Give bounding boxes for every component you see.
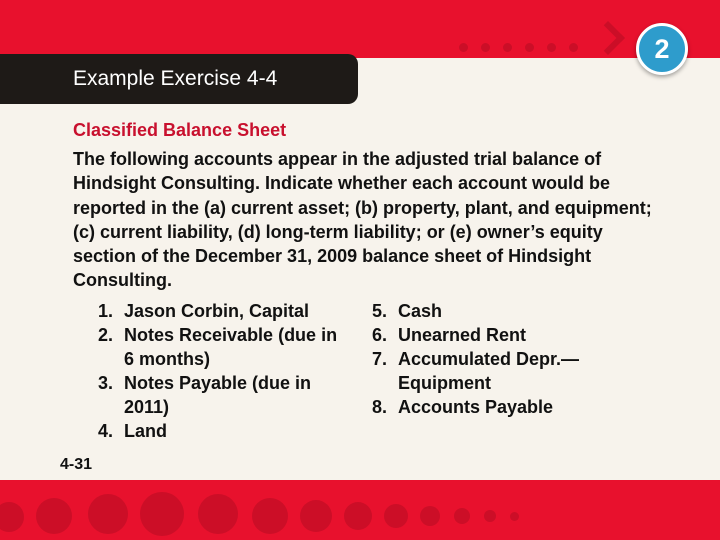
item-text: Notes Receivable (due in 6 months) xyxy=(124,325,338,369)
list-item xyxy=(372,395,612,419)
accounts-list-right xyxy=(372,299,612,419)
item-text: Accounts Payable xyxy=(398,397,554,417)
item-number: 2. xyxy=(98,325,114,345)
item-number: 1. xyxy=(98,301,114,321)
top-decorative-band xyxy=(0,0,720,58)
item-text: Unearned Rent xyxy=(398,325,527,345)
exercise-heading: Classified Balance Sheet xyxy=(73,120,287,140)
list-item xyxy=(372,299,612,323)
bottom-decorative-band xyxy=(0,480,720,540)
item-number: 6. xyxy=(372,325,388,345)
item-number: 7. xyxy=(372,349,388,369)
decorative-dots xyxy=(455,36,615,58)
item-number: 3. xyxy=(98,373,114,393)
list-item xyxy=(372,323,612,347)
item-text: Notes Payable (due in 2011) xyxy=(124,373,312,417)
list-item xyxy=(98,299,348,323)
item-number: 5. xyxy=(372,301,388,321)
accounts-list-left xyxy=(98,299,348,443)
list-item xyxy=(98,371,348,419)
item-text: Land xyxy=(124,421,167,441)
item-text: Accumulated Depr.— Equipment xyxy=(398,349,580,393)
objective-number-badge: 2 xyxy=(636,23,688,75)
title-bar xyxy=(0,54,358,104)
item-text: Jason Corbin, Capital xyxy=(124,301,310,321)
item-number: 4. xyxy=(98,421,114,441)
item-text: Cash xyxy=(398,301,443,321)
instructions-paragraph: The following accounts appear in the adjusted trial balance of Hindsight Consulting. Indicate whether each account would be reported in the (a) current asset; (b) property, plant, and equipment; (c) current liability, (d) long-term liability; or (e) owner’s equity section of the December 31, 2009 balance sheet of Hindsight Consulting. xyxy=(73,149,652,291)
item-number: 8. xyxy=(372,397,388,417)
list-item xyxy=(372,347,612,395)
list-item xyxy=(98,419,348,443)
list-item xyxy=(98,323,348,371)
page-number: 4-31 xyxy=(60,456,93,473)
slide-title: Example Exercise 4-4 xyxy=(73,67,278,90)
